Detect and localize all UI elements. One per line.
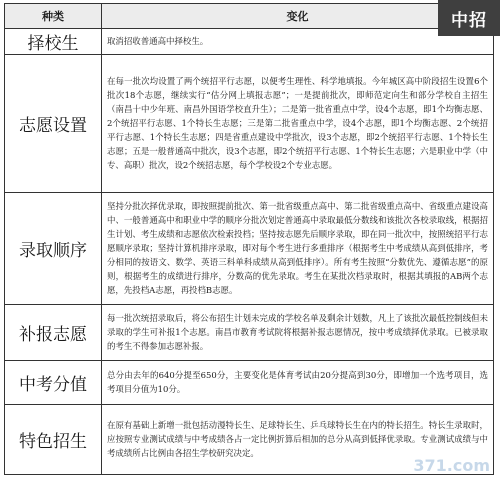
zhongzhao-tag: 中招	[438, 0, 500, 36]
header-category: 种类	[5, 4, 102, 29]
site-watermark: 371.com	[413, 456, 490, 475]
row-category: 录取顺序	[5, 193, 102, 305]
row-description: 每一批次统招录取后，将公布招生计划未完成的学校名单及剩余计划数，凡上了该批次最低控制线但未录取的学生可补报1个志愿。南昌市教育考试院将根据补报志愿情况，按中考成绩择优录取。已被录取的考生不得参加志愿补报。	[102, 305, 494, 361]
table-row	[5, 193, 494, 305]
row-description: 坚持分批次择优录取，即按照提前批次、第一批省级重点高中、第二批省级重点高中、省级重点建设高中、一般普通高中和职业中学的顺序分批次划定普通高中录取最低分数线和该批次各校录取线，根据招生计划、考生成绩和志愿依次检索投档；坚持按志愿先后顺序录取，即在同一批次中，按照统招平行志愿顺序录取；坚持计算机排序录取，即对每个考生进行多重排序（根据考生中考成绩从高到低排序，考分相同的按语文、数学、英语三科单科成绩从高到低排序）。所有考生按照“分数优先、遵循志愿”的原则，根据考生的成绩进行排序，分数高的优先录取。考生在某批次档录取时，根据其填报的AB两个志愿，先投档A志愿，再投档B志愿。	[102, 193, 494, 305]
row-category: 补报志愿	[5, 305, 102, 361]
row-category: 中考分值	[5, 361, 102, 405]
row-description: 取消招收普通高中择校生。	[102, 29, 494, 55]
row-description: 在每一批次均设置了两个统招平行志愿，以便考生理性、科学地填报。今年城区高中阶段招生设置6个批次18个志愿，继续实行“估分网上填报志愿”；一是提前批次，即师范定向生和部分学校自主招生（南昌十中少年班、南昌外国语学校直升生）；二是第一批省重点中学，设4个志愿，即1个均衡志愿、2个统招平行志愿、1个特长生志愿；三是第二批省重点中学，设4个志愿，即1个均衡志愿、2个统招平行志愿、1个特长生志愿；四是省重点建设中学批次，设3个志愿，即2个统招平行志愿、1个特长生志愿；五是一般普通高中批次，设3个志愿，即2个统招平行志愿、1个特长生志愿；六是职业中学（中专、高职）批次，设2个统招志愿，每个学校设2个专业志愿。	[102, 55, 494, 193]
table-header-row	[5, 4, 494, 29]
row-category: 志愿设置	[5, 55, 102, 193]
table-row	[5, 29, 494, 55]
table-row	[5, 305, 494, 361]
row-description: 在原有基础上新增一批包括动漫特长生、足球特长生、乒乓球特长生在内的特长招生。特长生录取时，应按照专业测试成绩与中考成绩各占一定比例折算后相加的总分从高到低择优录取。专业测试成绩与中考成绩所占比例由各招生学校研究决定。	[102, 405, 494, 475]
row-category: 择校生	[5, 29, 102, 55]
table-row	[5, 361, 494, 405]
table-row	[5, 55, 494, 193]
row-category: 特色招生	[5, 405, 102, 475]
admission-changes-table	[4, 3, 494, 475]
row-description: 总分由去年的640分提至650分，主要变化是体育考试由20分提高到30分，即增加一个选考项目，选考项目分值为10分。	[102, 361, 494, 405]
header-change: 变化	[102, 4, 494, 29]
